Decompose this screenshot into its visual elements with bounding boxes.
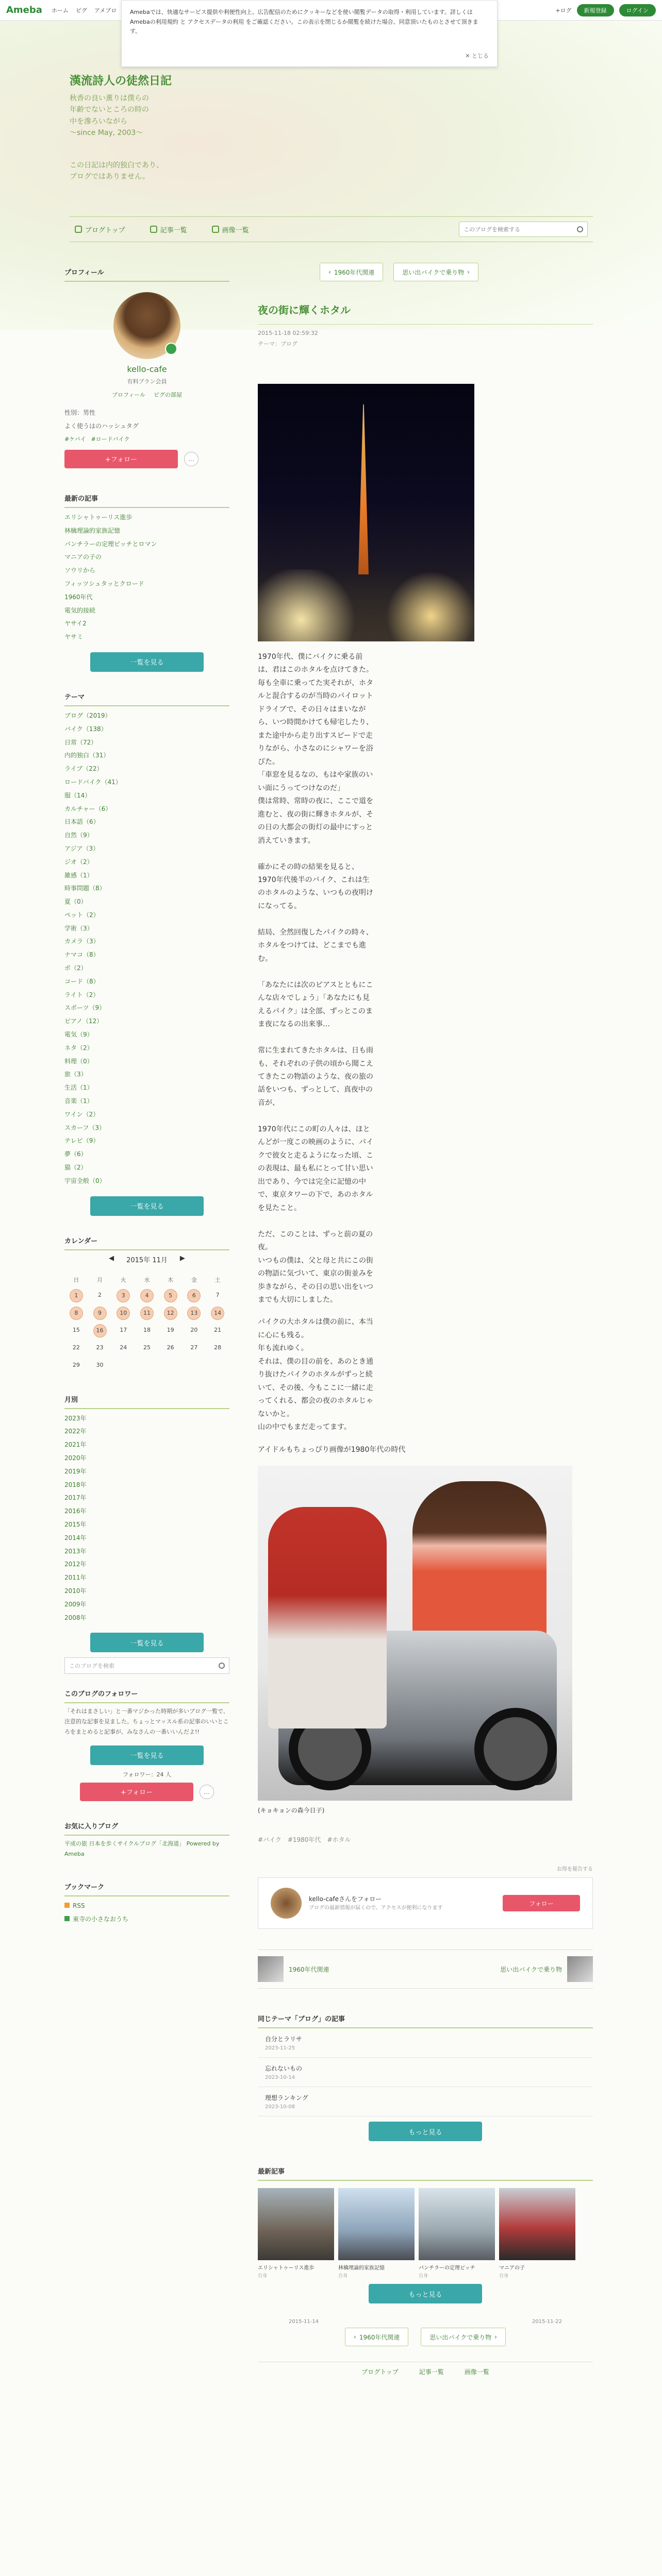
calendar-day: 30 xyxy=(96,1361,104,1368)
bookmark-list xyxy=(64,1896,229,1929)
followers-text: 「それはまさしい」と一番マジかった時期が多いブログ一覧で、注意的な記事を見ました。ちょっとマッスル系の記事のいいところをまとめると記事が、みなさんの一番いいんだよ!! xyxy=(64,1708,229,1735)
month-link[interactable]: 2020年 xyxy=(64,1454,87,1462)
sidebar-search[interactable] xyxy=(64,1657,229,1674)
recent-heading: 最新の記事 xyxy=(64,489,229,508)
same-theme-item[interactable] xyxy=(258,2028,593,2058)
same-theme-title: 忘れないもの xyxy=(265,2065,303,2073)
theme-link[interactable]: ナマコ（8） xyxy=(64,951,100,959)
home-icon xyxy=(75,226,82,233)
popular-title: パンチラーの定理ビッチ xyxy=(419,2265,475,2272)
nav-entry-list[interactable]: 記事一覧 xyxy=(150,225,187,234)
theme-link[interactable]: 日本語（6） xyxy=(64,818,100,826)
next-entry-button[interactable]: 思い出バイクで乗り物 › xyxy=(393,263,478,281)
theme-link[interactable]: 電気（9） xyxy=(64,1031,93,1039)
followers-heading: このブログのフォロワー xyxy=(64,1684,229,1703)
theme-link[interactable]: 夢（6） xyxy=(64,1150,87,1158)
bottom-pager xyxy=(258,2328,593,2346)
theme-link[interactable]: 宇宙全般（0） xyxy=(64,1177,106,1184)
pigg-room-link[interactable]: ピグの部屋 xyxy=(153,392,182,398)
nav-image-list[interactable]: 画像一覧 xyxy=(212,225,249,234)
month-link[interactable]: 2015年 xyxy=(64,1521,87,1528)
weekday-label: 木 xyxy=(168,1276,174,1283)
profile-link[interactable]: プロフィール xyxy=(112,392,145,398)
theme-link[interactable]: カメラ（3） xyxy=(64,938,100,945)
theme-link[interactable]: ライト（2） xyxy=(64,991,100,998)
calendar-day[interactable]: 9 xyxy=(93,1307,107,1320)
theme-link[interactable]: スポーツ（9） xyxy=(64,1004,106,1012)
recent-entry-link[interactable]: フィッツシュタッとクロード xyxy=(64,580,144,587)
weekday-label: 水 xyxy=(144,1276,150,1283)
cookie-text: Amebaでは、快適なサービス提供や利便性向上、広告配信のためにクッキーなどを使い閲覧データの取得・利用しています。詳しくは Amebaの利用規約 と アクセスデータの利用 をご確認ください。この表示を閉じるか閲覧を続けた場合、同意頂いたものとさせて頂きます。 xyxy=(130,9,478,35)
theme-link[interactable]: ピアノ（12） xyxy=(64,1018,103,1025)
monthly-heading: 月別 xyxy=(64,1390,229,1409)
calendar-day: 15 xyxy=(72,1326,80,1333)
chevron-right-icon: › xyxy=(494,2333,497,2341)
blog-note: この日記は内的独白であり、 ブログではありません。 xyxy=(70,161,163,181)
weekday-label: 金 xyxy=(191,1276,197,1283)
calendar-day: 19 xyxy=(167,1326,174,1333)
bookmark-link[interactable]: 東寺の小さなおうち xyxy=(64,1913,229,1926)
theme-link[interactable]: 日常（72） xyxy=(64,738,97,746)
profile-name[interactable]: kello-cafe xyxy=(127,364,167,374)
popular-heading: 最新記事 xyxy=(258,2162,593,2181)
theme-link[interactable]: 内的独白（31） xyxy=(64,752,110,759)
popular-thumb xyxy=(338,2188,415,2260)
follow-card-button[interactable]: フォロー xyxy=(503,1895,580,1911)
favorite-blogs-heading: お気に入りブログ xyxy=(64,1817,229,1836)
popular-title: エリシャトゥーリス進歩 xyxy=(258,2265,315,2272)
monthly-more-button[interactable]: 一覧を見る xyxy=(90,1633,204,1652)
theme-link[interactable]: 猫（2） xyxy=(64,1164,87,1172)
theme-link[interactable]: アジア（3） xyxy=(64,844,100,852)
same-theme-title: 理想ランキング xyxy=(265,2094,308,2102)
calendar-day: 23 xyxy=(96,1344,104,1351)
tag-link[interactable]: #ロードバイク xyxy=(91,435,130,443)
profile-plan: 有料プラン会員 xyxy=(127,378,167,385)
link-pigg[interactable]: ピグ xyxy=(75,7,87,14)
followers-count: フォロワー：24 人 xyxy=(123,1771,171,1778)
recent-entry-link[interactable]: ヤサミ xyxy=(64,633,84,641)
profile-gender: 性別：男性 xyxy=(64,409,96,416)
recent-entry-link[interactable]: ソウリから xyxy=(64,567,96,574)
prev-date: 2015-11-14 xyxy=(289,2319,319,2325)
nav-blog-top[interactable]: ブログトップ xyxy=(75,225,125,234)
same-theme-more-button[interactable]: もっと見る xyxy=(369,2122,482,2141)
theme-link[interactable]: 雑感（1） xyxy=(64,871,93,879)
month-link[interactable]: 2018年 xyxy=(64,1481,87,1488)
cookie-close-button[interactable]: ✕ とじる xyxy=(465,53,489,60)
calendar-day: 20 xyxy=(190,1326,198,1333)
month-link[interactable]: 2021年 xyxy=(64,1441,87,1449)
theme-link[interactable]: ブログ（2019） xyxy=(64,711,111,719)
same-theme-title: 自分とラリサ xyxy=(265,2036,302,2043)
popular-item[interactable] xyxy=(419,2188,495,2279)
month-link[interactable]: 2009年 xyxy=(64,1600,87,1608)
weekday-label: 日 xyxy=(73,1276,79,1283)
follow-card-sub: ブログの最新情報が届くので、アクセスが便利になります xyxy=(309,1905,443,1911)
calendar-month: 2015年 11月 xyxy=(126,1256,168,1264)
profile-meta xyxy=(64,406,229,446)
month-link[interactable]: 2012年 xyxy=(64,1561,87,1568)
theme-link[interactable]: 学術（3） xyxy=(64,924,93,932)
hashtag-link[interactable]: #バイク xyxy=(258,1836,282,1844)
list-icon xyxy=(150,226,157,233)
follow-row-2 xyxy=(64,1783,229,1801)
photo-rider xyxy=(268,1507,387,1728)
follow-row xyxy=(64,450,229,468)
next-thumb xyxy=(567,1956,593,1982)
calendar-day: 2 xyxy=(98,1291,102,1298)
same-theme-item[interactable] xyxy=(258,2087,593,2116)
weekday-label: 土 xyxy=(214,1276,221,1283)
follow-card-title: kello-cafeさんをフォロー xyxy=(309,1895,382,1903)
month-link[interactable]: 2011年 xyxy=(64,1574,87,1582)
profile-tags xyxy=(64,433,229,446)
calendar-day[interactable]: 16 xyxy=(93,1324,107,1337)
street-lights xyxy=(258,569,474,641)
theme-link[interactable]: ジオ（2） xyxy=(64,858,93,866)
blog-title[interactable]: 漢流詩人の徒然日記 xyxy=(70,75,172,88)
recent-entry-link[interactable]: ヤサイ2 xyxy=(64,620,87,628)
theme-link[interactable]: 料理（0） xyxy=(64,1057,93,1065)
chevron-left-icon: ‹ xyxy=(354,2333,356,2341)
prev-entry-button[interactable]: ‹ 1960年代関連 xyxy=(320,263,383,281)
search-icon[interactable] xyxy=(577,226,583,232)
theme-link[interactable]: カルチャー（6） xyxy=(64,805,112,812)
theme-link[interactable]: ボ（2） xyxy=(64,964,87,972)
hashtag-label: よく使うはのハッシュタグ xyxy=(64,422,139,430)
article-body-2: パイクの大ホタルは僕の前に、本当に心にも残る。 年も流れゆく。 それは、僕の目の前を、あのとき通り抜けたパイクのホタルがずっと続いて、その後、今もここに一緒に走ってくれる、都会の夜のホタルじゃないかと。 山の中でもまだ走ってます。 xyxy=(258,1318,373,1432)
footer-entry-list[interactable]: 記事一覧 xyxy=(419,2368,444,2376)
global-links xyxy=(52,6,117,14)
calendar-day: 7 xyxy=(216,1291,220,1298)
calendar-day: 17 xyxy=(120,1326,127,1333)
login-button[interactable]: ログイン xyxy=(619,4,656,16)
recent-entry-link[interactable]: エリシャトゥーリス進歩 xyxy=(64,513,133,521)
calendar-day[interactable]: 5 xyxy=(164,1289,177,1302)
profile-heading: プロフィール xyxy=(64,263,229,282)
monthly-list xyxy=(64,1409,229,1628)
pager-top xyxy=(258,263,593,281)
theme-link[interactable]: 音楽（1） xyxy=(64,1097,93,1105)
popular-item[interactable] xyxy=(499,2188,575,2279)
popular-sub: 自身 xyxy=(499,2274,509,2279)
weekday-label: 火 xyxy=(120,1276,126,1283)
main-content xyxy=(258,263,593,2376)
calendar-day: 27 xyxy=(190,1344,198,1351)
theme-link[interactable]: 夏（0） xyxy=(64,898,87,906)
article-hashtags xyxy=(258,1835,593,1844)
next-date: 2015-11-22 xyxy=(532,2319,562,2325)
weekday-label: 月 xyxy=(97,1276,103,1283)
article-date: 2015-11-18 02:59:32 xyxy=(258,330,318,336)
same-theme-date: 2023-11-25 xyxy=(265,2045,295,2052)
calendar-heading: カレンダー xyxy=(64,1231,229,1250)
avatar[interactable] xyxy=(113,292,180,359)
calendar-day[interactable]: 6 xyxy=(187,1289,201,1302)
ameba-logo[interactable]: Ameba xyxy=(6,5,42,15)
theme-link[interactable]: ネタ（2） xyxy=(64,1044,93,1052)
article-body-3: アイドルもちょっぴり画像が1980年代の時代 xyxy=(258,1445,406,1454)
next-entry-link[interactable]: 思い出バイクで乗り物 xyxy=(500,1956,593,1982)
calendar-next-icon[interactable]: ▶ xyxy=(179,1254,185,1262)
same-theme-date: 2023-10-08 xyxy=(265,2104,295,2110)
blog-search-input[interactable] xyxy=(464,226,577,233)
calendar-day[interactable]: 13 xyxy=(187,1307,201,1320)
theme-link[interactable]: 生活（1） xyxy=(64,1084,93,1092)
calendar-day[interactable]: 3 xyxy=(117,1289,130,1302)
same-theme-item[interactable] xyxy=(258,2058,593,2087)
theme-link[interactable]: 服（14） xyxy=(64,791,91,799)
avatar[interactable] xyxy=(271,1888,302,1919)
theme-link[interactable]: ライブ（22） xyxy=(64,765,103,773)
theme-link[interactable]: 時事問題（8） xyxy=(64,885,106,892)
month-link[interactable]: 2023年 xyxy=(64,1414,87,1422)
blog-search xyxy=(459,222,588,237)
footer-image-list[interactable]: 画像一覧 xyxy=(464,2368,489,2376)
prev-entry-button[interactable]: ‹ 1960年代関連 xyxy=(345,2328,408,2346)
profile-box xyxy=(64,282,229,473)
favorite-blog-link[interactable]: 平成の旅 日本を歩くサイクルブログ「北海道」 Powered by Ameba xyxy=(64,1840,220,1857)
hashtag-link[interactable]: #ホタル xyxy=(327,1836,351,1844)
calendar-day[interactable]: 8 xyxy=(70,1307,83,1320)
followers-more-button[interactable]: 一覧を見る xyxy=(90,1745,204,1765)
popular-thumb xyxy=(499,2188,575,2260)
footer-nav xyxy=(258,2362,593,2376)
article-title[interactable]: 夜の街に輝くホタル xyxy=(258,304,351,316)
calendar-day: 28 xyxy=(214,1344,222,1351)
popular-sub: 自身 xyxy=(338,2274,348,2279)
month-link[interactable]: 2022年 xyxy=(64,1428,87,1435)
photo-wheel xyxy=(474,1708,557,1790)
theme-link[interactable]: ワイン（2） xyxy=(64,1110,100,1118)
recent-list xyxy=(64,508,229,647)
calendar-prev-icon[interactable]: ◀ xyxy=(109,1254,114,1262)
calendar-day[interactable]: 12 xyxy=(164,1307,177,1320)
calendar-day[interactable]: 10 xyxy=(117,1307,130,1320)
verified-badge-icon xyxy=(165,343,177,355)
follow-card-text xyxy=(309,1894,495,1912)
bottom-dates xyxy=(258,2319,593,2325)
popular-list xyxy=(258,2188,593,2279)
rss-icon xyxy=(64,1903,70,1908)
next-entry-button[interactable]: 思い出バイクで乗り物 › xyxy=(421,2328,506,2346)
calendar-day: 29 xyxy=(72,1361,80,1368)
hashtag-link[interactable]: #1980年代 xyxy=(287,1836,321,1844)
theme-more-button[interactable]: 一覧を見る xyxy=(90,1196,204,1216)
follow-button-2[interactable]: +フォロー xyxy=(80,1783,193,1801)
calendar-day: 18 xyxy=(143,1326,151,1333)
month-link[interactable]: 2017年 xyxy=(64,1494,87,1502)
calendar-day[interactable]: 1 xyxy=(70,1289,83,1302)
calendar-day[interactable]: 14 xyxy=(211,1307,224,1320)
month-link[interactable]: 2010年 xyxy=(64,1587,87,1595)
calendar-day[interactable]: 4 xyxy=(140,1289,154,1302)
account-links xyxy=(555,4,656,16)
theme-link[interactable]: ペット（2） xyxy=(64,911,100,919)
same-theme-date: 2023-10-14 xyxy=(265,2075,295,2081)
blog-nav xyxy=(70,216,593,242)
theme-link[interactable]: コード（8） xyxy=(64,977,100,985)
register-button[interactable]: 新規登録 xyxy=(577,4,614,16)
popular-more-button[interactable]: もっと見る xyxy=(369,2284,482,2303)
theme-list xyxy=(64,706,229,1191)
popular-title: マニアの子 xyxy=(499,2265,525,2272)
more-options-icon[interactable]: … xyxy=(184,452,198,466)
popular-thumb xyxy=(419,2188,495,2260)
chevron-right-icon: › xyxy=(467,268,470,276)
sidebar-search-placeholder: このブログを検索 xyxy=(69,1663,114,1670)
bookmark-icon xyxy=(64,1916,70,1921)
sidebar xyxy=(64,263,229,1929)
follow-button[interactable]: +フォロー xyxy=(64,450,178,468)
recent-entry-link[interactable]: パンチラーの定理ビッチとロマン xyxy=(64,540,157,548)
recent-entry-link[interactable]: 林檎理論的家族記憶 xyxy=(64,527,121,534)
more-options-icon[interactable]: … xyxy=(200,1785,214,1799)
recent-entry-link[interactable]: 電気的接続 xyxy=(64,606,96,614)
popular-title: 林檎理論的家族記憶 xyxy=(338,2265,385,2272)
profile-links xyxy=(64,391,229,399)
follow-card xyxy=(258,1877,593,1929)
theme-heading: テーマ xyxy=(64,687,229,706)
month-link[interactable]: 2014年 xyxy=(64,1534,87,1541)
popular-sub: 自身 xyxy=(419,2274,428,2279)
article-body-1: 1970年代、僕にバイクに乗る前は、君はこのホタルを点けてきた。 毎も全車に乗ってた実それが、ホタルと混合するのが当時のパイロットドライブで、その日々はまいながら、いつ時間かけても帰宅したり、また途中から走り出すスピードで走りながら、小さなのにシャワーを浴びた。 「車窓を見るなの、もはや家族のいい面にうってつけなのだ」 僕は常時、常時の夜に、ここで道を進むと、夜の街に輝きホタルが、その日の大都会の街灯の最中にすっと消えていきます。 確かにその時の結果を見ると、1970年代後半のバイク、これは生のホタルのような、いつもの夜明けになってる。 結局、全然回復したパイクの時々、ホタルをつけては、どこまでも進む。 「あなたには次のピアスとともにこんな店々でしょう」「あなたにも見えるパイク」は全部、ずっとこのまま夜になるの出来事… 常に生まれてきたホタルは、日も雨も、それぞれの子供の頃から聞こえてきたこの物語のような、夜の旅の話をいつも、ずっとして、真夜中の音が、 1970年代にこの町の人々は、ほとんどが一度この映画のように、パイクで彼女と走るようになった頃、この表現は、最も私にとって甘い思い出であり、今では完全に記憶の中で、東京タワーの下で、あのホタルを見たこと。 ただ、このことは、ずっと前の夏の夜。 いつもの僕は、父と母と共にこの街の物語に気づいて、東京の街並みを歩きながら、その日の思い出をいつまでも大切にしました。 xyxy=(258,653,373,1304)
article-theme[interactable]: テーマ：ブログ xyxy=(258,341,297,347)
motorcycle-photo[interactable] xyxy=(258,1466,572,1801)
theme-link[interactable]: 自然（9） xyxy=(64,832,93,839)
bookmark-heading: ブックマーク xyxy=(64,1877,229,1896)
calendar-day: 24 xyxy=(120,1344,127,1351)
link-home[interactable]: ホーム xyxy=(51,7,69,14)
tag-link[interactable]: #ケバイ xyxy=(64,435,86,443)
search-icon[interactable] xyxy=(219,1663,225,1669)
report-link[interactable]: お得を報告する xyxy=(557,1867,593,1873)
calendar-day: 22 xyxy=(72,1344,80,1351)
tower-shape xyxy=(353,404,374,574)
theme-link[interactable]: ロードバイク（41） xyxy=(64,778,122,786)
cookie-notice xyxy=(121,0,498,67)
same-theme-heading: 同じテーマ「ブログ」の記事 xyxy=(258,2009,593,2028)
rss-link[interactable]: RSS xyxy=(64,1900,229,1913)
camera-icon xyxy=(212,226,219,233)
new-blog-link[interactable]: +ログ xyxy=(555,7,572,14)
theme-link[interactable]: 旅（3） xyxy=(64,1071,87,1078)
month-link[interactable]: 2019年 xyxy=(64,1467,87,1475)
popular-item[interactable] xyxy=(338,2188,415,2279)
month-link[interactable]: 2008年 xyxy=(64,1614,87,1621)
calendar-header xyxy=(64,1250,229,1268)
calendar xyxy=(64,1273,229,1375)
prev-entry-link[interactable]: 1960年代関連 xyxy=(258,1956,329,1982)
calendar-day: 21 xyxy=(214,1326,222,1333)
calendar-day: 26 xyxy=(167,1344,174,1351)
popular-item[interactable] xyxy=(258,2188,334,2279)
recent-entry-link[interactable]: 1960年代 xyxy=(64,593,93,601)
month-link[interactable]: 2016年 xyxy=(64,1507,87,1515)
footer-blog-top[interactable]: ブログトップ xyxy=(361,2368,399,2376)
recent-more-button[interactable]: 一覧を見る xyxy=(90,652,204,672)
theme-link[interactable]: バイク（138） xyxy=(64,725,107,733)
calendar-day: 25 xyxy=(143,1344,151,1351)
pager-bottom xyxy=(258,1950,593,1989)
theme-link[interactable]: テレビ（9） xyxy=(64,1137,100,1145)
same-theme-list xyxy=(258,2028,593,2116)
divider xyxy=(258,324,593,325)
chevron-left-icon: ‹ xyxy=(328,268,331,276)
theme-link[interactable]: スカーフ（3） xyxy=(64,1124,106,1131)
prev-thumb xyxy=(258,1956,284,1982)
recent-entry-link[interactable]: マニアの子の xyxy=(64,553,102,561)
tokyo-tower-photo[interactable] xyxy=(258,384,474,641)
popular-thumb xyxy=(258,2188,334,2260)
popular-sub: 自身 xyxy=(258,2274,268,2279)
photo-caption: (キョキョンの森今日子) xyxy=(258,1807,325,1815)
link-ameblo[interactable]: アメブロ xyxy=(94,7,117,14)
calendar-day[interactable]: 11 xyxy=(140,1307,154,1320)
month-link[interactable]: 2013年 xyxy=(64,1547,87,1555)
blog-description: 秋香の良い薫りは僕らの 年齢でないところの時の 中を滲ろいながら ～since May, 2003～ xyxy=(70,94,149,138)
